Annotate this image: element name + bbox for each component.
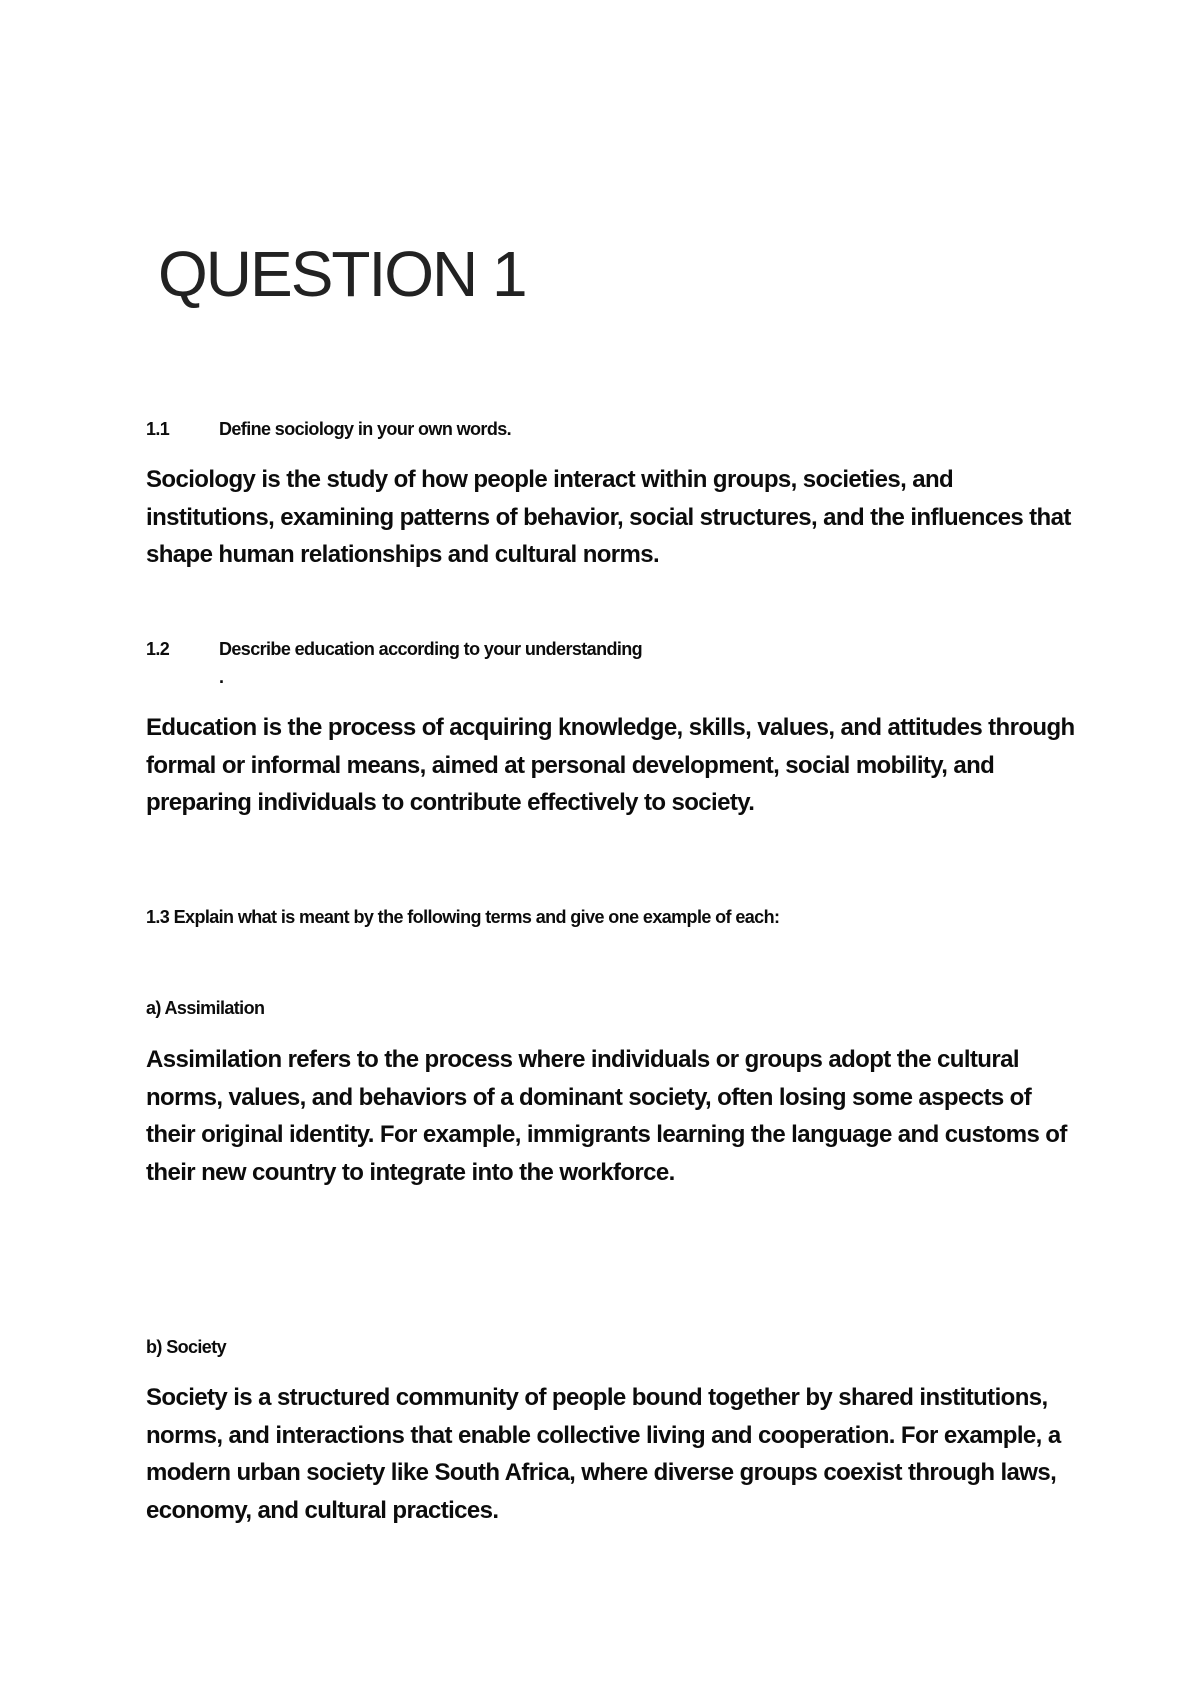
part-a-answer: Assimilation refers to the process where individuals or groups adopt the cultural norms, values, and behaviors of a dominant society, often losing some aspects of their original identity. For example, immigrants learning the language and customs of their new country to integrate into the workforce. — [146, 1046, 1067, 1186]
question-1-3-heading: 1.3 Explain what is meant by the following terms and give one example of each: — [146, 907, 780, 927]
question-1-1-number: 1.1 — [146, 419, 170, 439]
question-1-1-heading — [146, 420, 511, 438]
part-b-answer: Society is a structured community of people bound together by shared institutions, norms, and interactions that enable collective living and cooperation. For example, a modern urban society like South Africa, where diverse groups coexist through laws, economy, and cultural practices. — [146, 1384, 1061, 1524]
question-1-2-heading — [146, 640, 642, 658]
question-1-1-prompt: Define sociology in your own words. — [219, 419, 512, 439]
question-1-2-answer: Education is the process of acquiring knowledge, skills, values, and attitudes through formal or informal means, aimed at personal development, social mobility, and preparing individuals to contribute effectively to society. — [146, 714, 1075, 816]
question-1-2-prompt: Describe education according to your understanding — [219, 639, 643, 659]
part-b-label: b) Society — [146, 1337, 227, 1357]
page-title: QUESTION 1 — [158, 238, 526, 310]
question-1-1-answer: Sociology is the study of how people interact within groups, societies, and institutions, examining patterns of behavior, social structures, and the influences that shape human relationships and cultural norms. — [146, 466, 1071, 568]
question-1-2-trailing-mark: . — [219, 667, 225, 687]
part-a-label: a) Assimilation — [146, 998, 265, 1018]
question-1-2-number: 1.2 — [146, 639, 170, 659]
